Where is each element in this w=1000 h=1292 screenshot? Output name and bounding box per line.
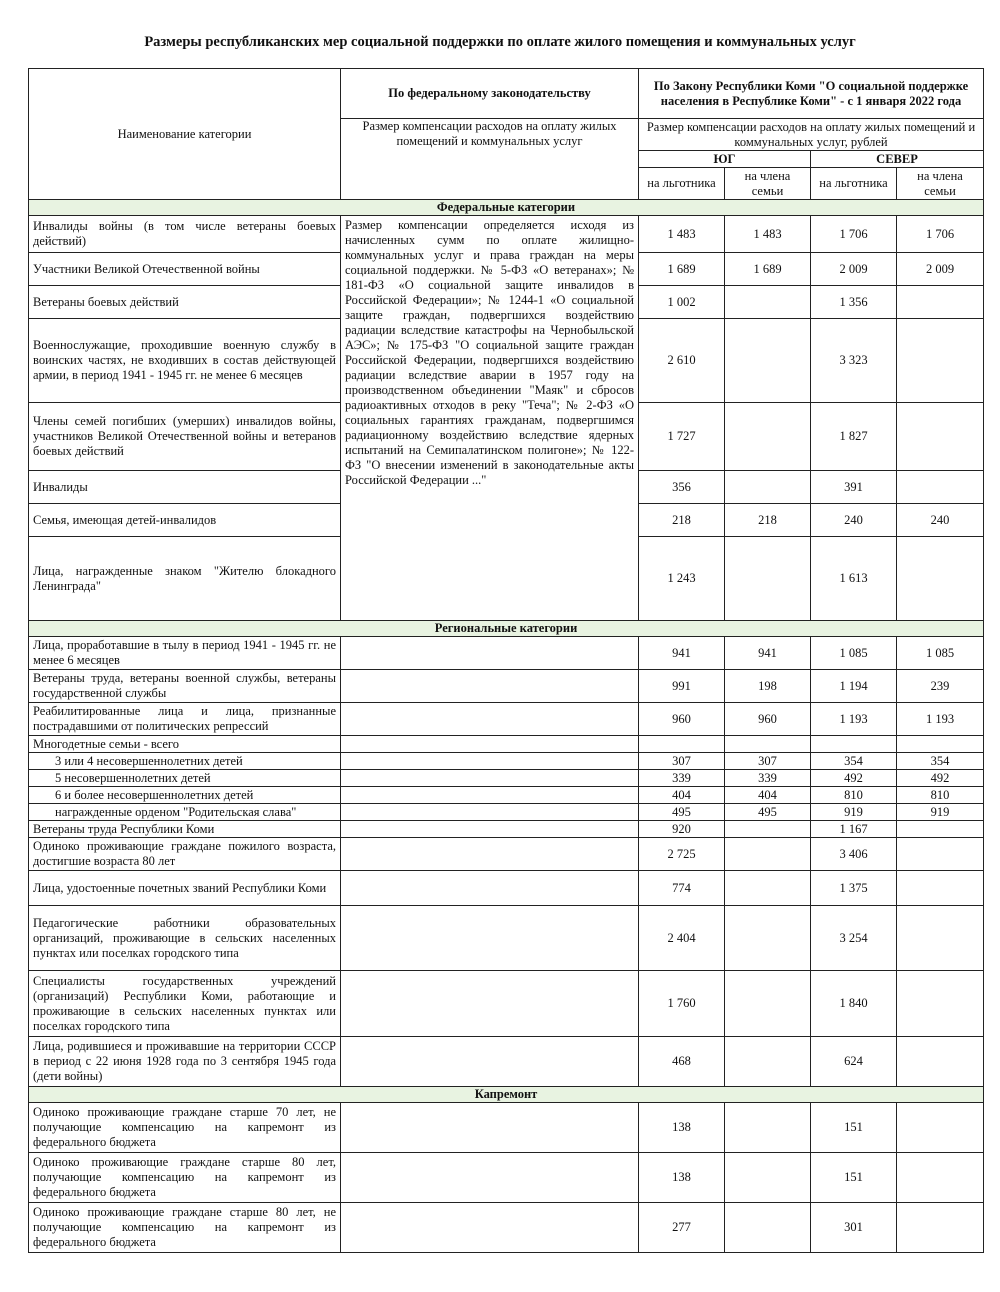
category-name: Члены семей погибших (умерших) инвалидов войны, участников Великой Отечественной войны и ветеранов боевых действий (29, 403, 341, 471)
south-family-value (725, 537, 811, 621)
south-family-value (725, 286, 811, 319)
south-beneficiary-value: 138 (639, 1103, 725, 1153)
table-row (29, 1103, 984, 1153)
south-family-value: 960 (725, 703, 811, 736)
category-name: Ветераны труда Республики Коми (29, 821, 341, 838)
north-family-value (897, 1153, 984, 1203)
category-name: Участники Великой Отечественной войны (29, 253, 341, 286)
south-beneficiary-value: 774 (639, 871, 725, 906)
south-family-value (725, 871, 811, 906)
north-beneficiary-value: 810 (811, 787, 897, 804)
north-family-value (897, 871, 984, 906)
table-row (29, 804, 984, 821)
south-family-value (725, 403, 811, 471)
south-beneficiary-value: 960 (639, 703, 725, 736)
north-family-value: 1 706 (897, 216, 984, 253)
north-family-value (897, 1037, 984, 1087)
north-beneficiary-value: 1 193 (811, 703, 897, 736)
category-name: Ветераны боевых действий (29, 286, 341, 319)
table-row (29, 703, 984, 736)
north-beneficiary-value: 151 (811, 1103, 897, 1153)
table-row (29, 736, 984, 753)
category-name: Одиноко проживающие граждане старше 80 лет, не получающие компенсацию на капремонт из федерального бюджета (29, 1203, 341, 1253)
header-north-family: на члена семьи (897, 168, 984, 200)
category-name: Лица, награжденные знаком "Жителю блокадного Ленинграда" (29, 537, 341, 621)
federal-cell (341, 1203, 639, 1253)
north-beneficiary-value: 391 (811, 471, 897, 504)
south-family-value (725, 736, 811, 753)
category-name: Реабилитированные лица и лица, признанные пострадавшими от политических репрессий (29, 703, 341, 736)
category-name: Одиноко проживающие граждане старше 70 лет, не получающие компенсацию на капремонт из федерального бюджета (29, 1103, 341, 1153)
federal-cell (341, 1153, 639, 1203)
south-family-value (725, 821, 811, 838)
federal-cell (341, 971, 639, 1037)
header-federal: По федеральному законодательству (341, 69, 639, 119)
south-family-value: 1 689 (725, 253, 811, 286)
south-family-value: 404 (725, 787, 811, 804)
north-beneficiary-value: 1 167 (811, 821, 897, 838)
north-beneficiary-value: 1 840 (811, 971, 897, 1037)
support-table (28, 68, 984, 1253)
south-beneficiary-value: 218 (639, 504, 725, 537)
table-row (29, 906, 984, 971)
south-beneficiary-value: 2 610 (639, 319, 725, 403)
federal-cell (341, 1103, 639, 1153)
category-name: 3 или 4 несовершеннолетних детей (29, 753, 341, 770)
table-row (29, 770, 984, 787)
south-family-value: 1 483 (725, 216, 811, 253)
south-family-value (725, 906, 811, 971)
category-name: Педагогические работники образовательных организаций, проживающие в сельских населенных пунктах или поселках городского типа (29, 906, 341, 971)
category-name: Специалисты государственных учреждений (организаций) Республики Коми, работающие и проживающие в сельских населенных пунктах или поселках городского типа (29, 971, 341, 1037)
south-beneficiary-value: 468 (639, 1037, 725, 1087)
federal-cell (341, 703, 639, 736)
category-name: Одиноко проживающие граждане пожилого возраста, достигшие возраста 80 лет (29, 838, 341, 871)
category-name: Лица, удостоенные почетных званий Республики Коми (29, 871, 341, 906)
south-beneficiary-value: 277 (639, 1203, 725, 1253)
north-family-value (897, 736, 984, 753)
category-name: Одиноко проживающие граждане старше 80 лет, получающие компенсацию на капремонт из федерального бюджета (29, 1153, 341, 1203)
south-beneficiary-value: 991 (639, 670, 725, 703)
header-north-beneficiary: на льготника (811, 168, 897, 200)
section-row (29, 1087, 984, 1103)
south-family-value: 198 (725, 670, 811, 703)
south-beneficiary-value: 138 (639, 1153, 725, 1203)
north-beneficiary-value: 1 613 (811, 537, 897, 621)
south-family-value: 307 (725, 753, 811, 770)
table-row (29, 838, 984, 871)
north-family-value: 2 009 (897, 253, 984, 286)
south-beneficiary-value: 404 (639, 787, 725, 804)
table-row (29, 821, 984, 838)
table-row (29, 1203, 984, 1253)
north-beneficiary-value: 1 194 (811, 670, 897, 703)
north-beneficiary-value: 1 706 (811, 216, 897, 253)
category-name: Лица, родившиеся и проживавшие на территории СССР в период с 22 июня 1928 года по 3 сентября 1945 года (дети войны) (29, 1037, 341, 1087)
header-north: СЕВЕР (811, 151, 984, 168)
federal-cell (341, 637, 639, 670)
federal-cell (341, 838, 639, 871)
category-name: Семья, имеющая детей-инвалидов (29, 504, 341, 537)
category-name: Инвалиды войны (в том числе ветераны боевых действий) (29, 216, 341, 253)
south-family-value: 495 (725, 804, 811, 821)
north-beneficiary-value: 1 375 (811, 871, 897, 906)
south-family-value (725, 971, 811, 1037)
section-row (29, 621, 984, 637)
table-row (29, 753, 984, 770)
north-beneficiary-value: 151 (811, 1153, 897, 1203)
table-row (29, 971, 984, 1037)
category-name: 5 несовершеннолетних детей (29, 770, 341, 787)
south-family-value: 218 (725, 504, 811, 537)
north-beneficiary-value: 1 827 (811, 403, 897, 471)
north-family-value: 1 193 (897, 703, 984, 736)
north-family-value (897, 1203, 984, 1253)
south-beneficiary-value: 941 (639, 637, 725, 670)
north-beneficiary-value (811, 736, 897, 753)
section-title: Региональные категории (29, 621, 984, 637)
south-family-value (725, 1203, 811, 1253)
south-beneficiary-value: 1 243 (639, 537, 725, 621)
header-south-beneficiary: на льготника (639, 168, 725, 200)
federal-cell (341, 670, 639, 703)
header-komi-sub: Размер компенсации расходов на оплату жилых помещений и коммунальных услуг, рублей (639, 119, 984, 151)
south-beneficiary-value: 1 689 (639, 253, 725, 286)
north-beneficiary-value: 354 (811, 753, 897, 770)
federal-cell (341, 906, 639, 971)
north-family-value (897, 403, 984, 471)
category-name: Многодетные семьи - всего (29, 736, 341, 753)
section-title: Капремонт (29, 1087, 984, 1103)
page-title: Размеры республиканских мер социальной поддержки по оплате жилого помещения и коммунальных услуг (144, 34, 856, 50)
header-komi: По Закону Республики Коми "О социальной поддержке населения в Республике Коми" - с 1 января 2022 года (639, 69, 984, 119)
federal-cell (341, 770, 639, 787)
north-beneficiary-value: 3 323 (811, 319, 897, 403)
north-family-value (897, 471, 984, 504)
north-beneficiary-value: 3 254 (811, 906, 897, 971)
section-title: Федеральные категории (29, 200, 984, 216)
north-family-value (897, 319, 984, 403)
table-row (29, 1153, 984, 1203)
table-row (29, 787, 984, 804)
north-beneficiary-value: 2 009 (811, 253, 897, 286)
north-beneficiary-value: 240 (811, 504, 897, 537)
federal-cell (341, 1037, 639, 1087)
south-beneficiary-value: 1 760 (639, 971, 725, 1037)
category-name: 6 и более несовершеннолетних детей (29, 787, 341, 804)
south-beneficiary-value: 339 (639, 770, 725, 787)
north-beneficiary-value: 1 356 (811, 286, 897, 319)
category-name: Лица, проработавшие в тылу в период 1941 - 1945 гг. не менее 6 месяцев (29, 637, 341, 670)
table-row (29, 871, 984, 906)
south-family-value: 941 (725, 637, 811, 670)
south-beneficiary-value: 495 (639, 804, 725, 821)
table-row (29, 1037, 984, 1087)
federal-cell (341, 753, 639, 770)
north-family-value: 810 (897, 787, 984, 804)
north-family-value: 240 (897, 504, 984, 537)
table-row (29, 216, 984, 253)
category-name: Ветераны труда, ветераны военной службы, ветераны государственной службы (29, 670, 341, 703)
north-beneficiary-value: 301 (811, 1203, 897, 1253)
south-beneficiary-value: 2 725 (639, 838, 725, 871)
federal-cell (341, 871, 639, 906)
south-family-value (725, 1103, 811, 1153)
south-beneficiary-value: 1 727 (639, 403, 725, 471)
south-beneficiary-value: 307 (639, 753, 725, 770)
federal-law-text: Размер компенсации определяется исходя из начисленных сумм по оплате жилищно-коммунальных услуг и права граждан на меры социальной поддержки. № 5-ФЗ «О ветеранах»; № 181-ФЗ «О социальной защите инвалидов в Российской Федерации»; № 1244-1 «О социальной защите граждан, подвергшихся воздействию радиации вследствие катастрофы на Чернобыльской АЭС»; № 175-ФЗ "О социальной защите граждан Российской Федерации, подвергшихся воздействию радиации вследствие аварии в 1957 году на производственном объединении "Маяк" и сбросов радиоактивных отходов в реку "Теча"; № 2-ФЗ «О социальных гарантиях гражданам, подвергшимся радиационному воздействию вследствие ядерных испытаний на Семипалатинском полигоне»; № 122-ФЗ "О внесении изменений в законодательные акты Российской Федерации ..." (341, 216, 639, 621)
south-beneficiary-value: 1 002 (639, 286, 725, 319)
south-beneficiary-value: 2 404 (639, 906, 725, 971)
north-family-value (897, 537, 984, 621)
federal-cell (341, 736, 639, 753)
north-beneficiary-value: 919 (811, 804, 897, 821)
north-family-value: 919 (897, 804, 984, 821)
federal-cell (341, 787, 639, 804)
north-family-value (897, 1103, 984, 1153)
north-beneficiary-value: 624 (811, 1037, 897, 1087)
south-family-value (725, 319, 811, 403)
table-row (29, 637, 984, 670)
south-family-value: 339 (725, 770, 811, 787)
table-row (29, 670, 984, 703)
south-beneficiary-value: 1 483 (639, 216, 725, 253)
header-south: ЮГ (639, 151, 811, 168)
north-beneficiary-value: 3 406 (811, 838, 897, 871)
south-family-value (725, 838, 811, 871)
north-beneficiary-value: 492 (811, 770, 897, 787)
south-family-value (725, 471, 811, 504)
header-federal-sub: Размер компенсации расходов на оплату жилых помещений и коммунальных услуг (341, 119, 639, 200)
north-family-value: 492 (897, 770, 984, 787)
federal-cell (341, 804, 639, 821)
south-family-value (725, 1153, 811, 1203)
header-south-family: на члена семьи (725, 168, 811, 200)
north-family-value (897, 971, 984, 1037)
south-family-value (725, 1037, 811, 1087)
category-name: награжденные орденом "Родительская слава" (29, 804, 341, 821)
north-family-value (897, 286, 984, 319)
south-beneficiary-value: 920 (639, 821, 725, 838)
south-beneficiary-value: 356 (639, 471, 725, 504)
north-beneficiary-value: 1 085 (811, 637, 897, 670)
federal-cell (341, 821, 639, 838)
north-family-value: 1 085 (897, 637, 984, 670)
north-family-value (897, 906, 984, 971)
south-beneficiary-value (639, 736, 725, 753)
category-name: Инвалиды (29, 471, 341, 504)
section-row (29, 200, 984, 216)
north-family-value: 354 (897, 753, 984, 770)
header-category: Наименование категории (29, 69, 341, 200)
north-family-value (897, 821, 984, 838)
north-family-value (897, 838, 984, 871)
category-name: Военнослужащие, проходившие военную службу в воинских частях, не входивших в состав действующей армии, в период 1941 - 1945 гг. не менее 6 месяцев (29, 319, 341, 403)
north-family-value: 239 (897, 670, 984, 703)
